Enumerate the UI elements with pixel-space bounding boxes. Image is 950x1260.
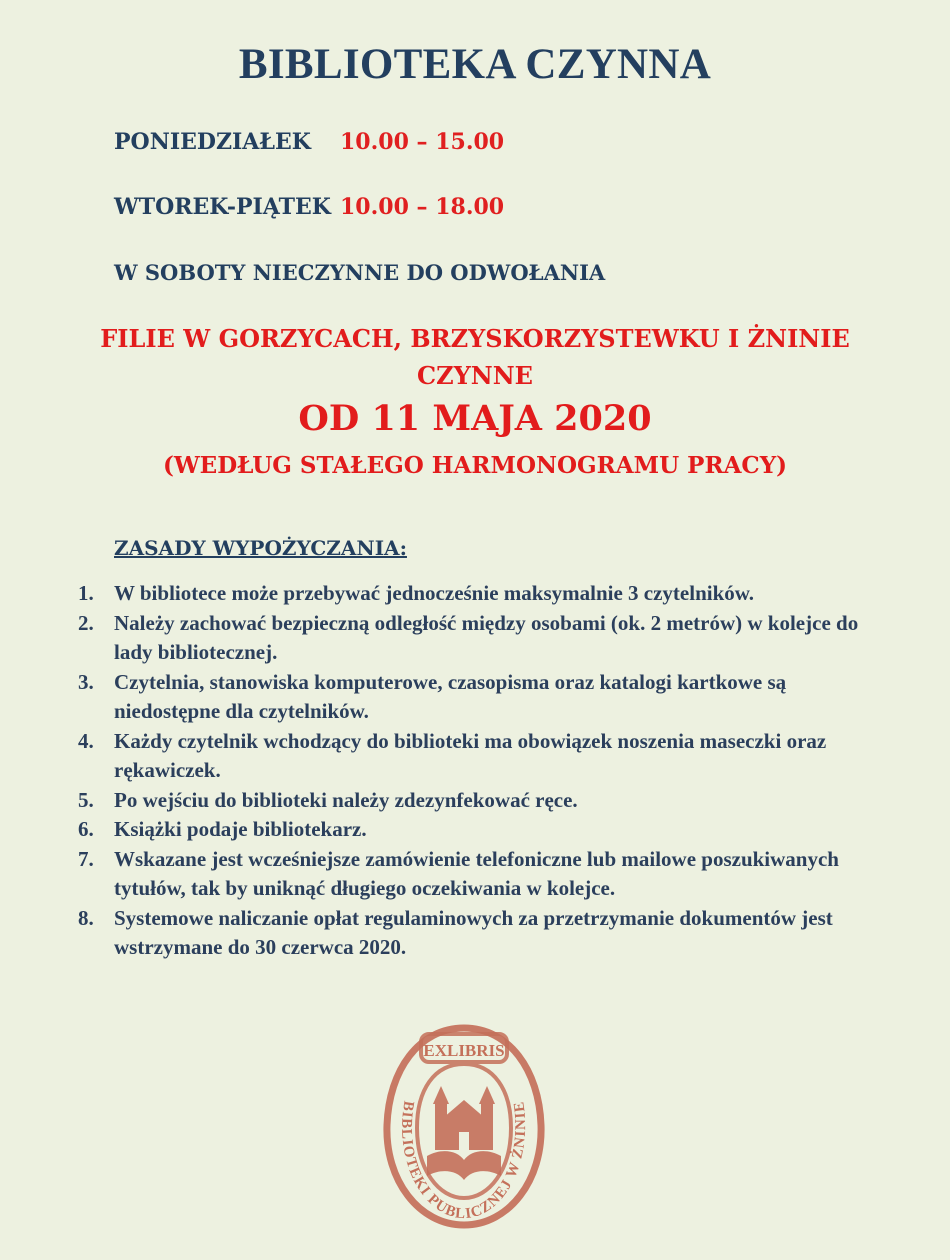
list-item-number: 5. xyxy=(78,787,94,812)
hours-row-monday xyxy=(114,129,504,155)
list-item-number: 8. xyxy=(78,905,94,930)
list-item xyxy=(0,727,860,786)
list-item xyxy=(0,845,860,904)
hours-time: 10.00 – 15.00 xyxy=(340,129,505,155)
list-item-number: 1. xyxy=(78,581,94,605)
list-item-text: Książki podaje bibliotekarz. xyxy=(114,817,367,841)
list-item xyxy=(0,668,860,727)
list-item-text: Każdy czytelnik wchodzący do biblioteki ma obowiązek noszenia maseczki oraz rękawiczek. xyxy=(114,728,827,782)
list-item-number: 2. xyxy=(78,610,94,635)
list-item-text: Systemowe naliczanie opłat regulaminowych za przetrzymanie dokumentów jest wstrzymane do 30 czerwca 2020. xyxy=(114,905,833,959)
hours-time: 10.00 – 18.00 xyxy=(340,194,505,220)
list-item xyxy=(0,579,860,609)
branches-date: OD 11 MAJA 2020 xyxy=(298,398,652,439)
list-item-text: Po wejściu do biblioteki należy zdezynfekować ręce. xyxy=(114,787,578,812)
hours-day: PONIEDZIAŁEK xyxy=(114,129,311,155)
branches-line2: CZYNNE xyxy=(417,361,533,390)
list-item-text: Należy zachować bezpieczną odległość między osobami (ok. 2 metrów) w kolejce do lady bibliotecznej. xyxy=(114,610,859,664)
list-item xyxy=(0,904,860,963)
page-title: BIBLIOTEKA CZYNNA xyxy=(238,41,712,88)
stamp-top-text: EXLIBRIS xyxy=(423,1041,505,1060)
list-item-number: 4. xyxy=(78,728,94,753)
list-item xyxy=(0,609,860,668)
list-item xyxy=(0,815,860,845)
list-item-text: Czytelnia, stanowiska komputerowe, czasopisma oraz katalogi kartkowe są niedostępne dla czytelników. xyxy=(114,669,787,723)
rules-heading: ZASADY WYPOŻYCZANIA: xyxy=(114,536,407,560)
list-item-text: W bibliotece może przebywać jednocześnie maksymalnie 3 czytelników. xyxy=(114,581,755,605)
list-item-number: 6. xyxy=(78,817,94,841)
list-item-number: 7. xyxy=(78,846,94,871)
branches-note: (WEDŁUG STAŁEGO HARMONOGRAMU PRACY) xyxy=(162,452,788,479)
rules-list xyxy=(0,579,860,963)
library-building-icon xyxy=(427,1086,501,1180)
saturday-note: W SOBOTY NIECZYNNE DO ODWOŁANIA xyxy=(114,260,606,285)
list-item-number: 3. xyxy=(78,669,94,694)
stamp-ring-text: BIBLIOTEKI PUBLICZNEJ W ŻNINIE xyxy=(398,1099,530,1223)
hours-row-tuesday-friday xyxy=(114,194,504,220)
list-item-text: Wskazane jest wcześniejsze zamówienie telefoniczne lub mailowe poszukiwanych tytułów, tak by uniknąć długiego oczekiwania w kolejce. xyxy=(114,846,839,900)
list-item xyxy=(0,786,860,816)
branches-line1: FILIE W GORZYCACH, BRZYSKORZYSTEWKU I ŻNINIE xyxy=(100,324,850,353)
hours-day: WTOREK-PIĄTEK xyxy=(114,194,331,220)
exlibris-stamp xyxy=(379,1020,549,1230)
